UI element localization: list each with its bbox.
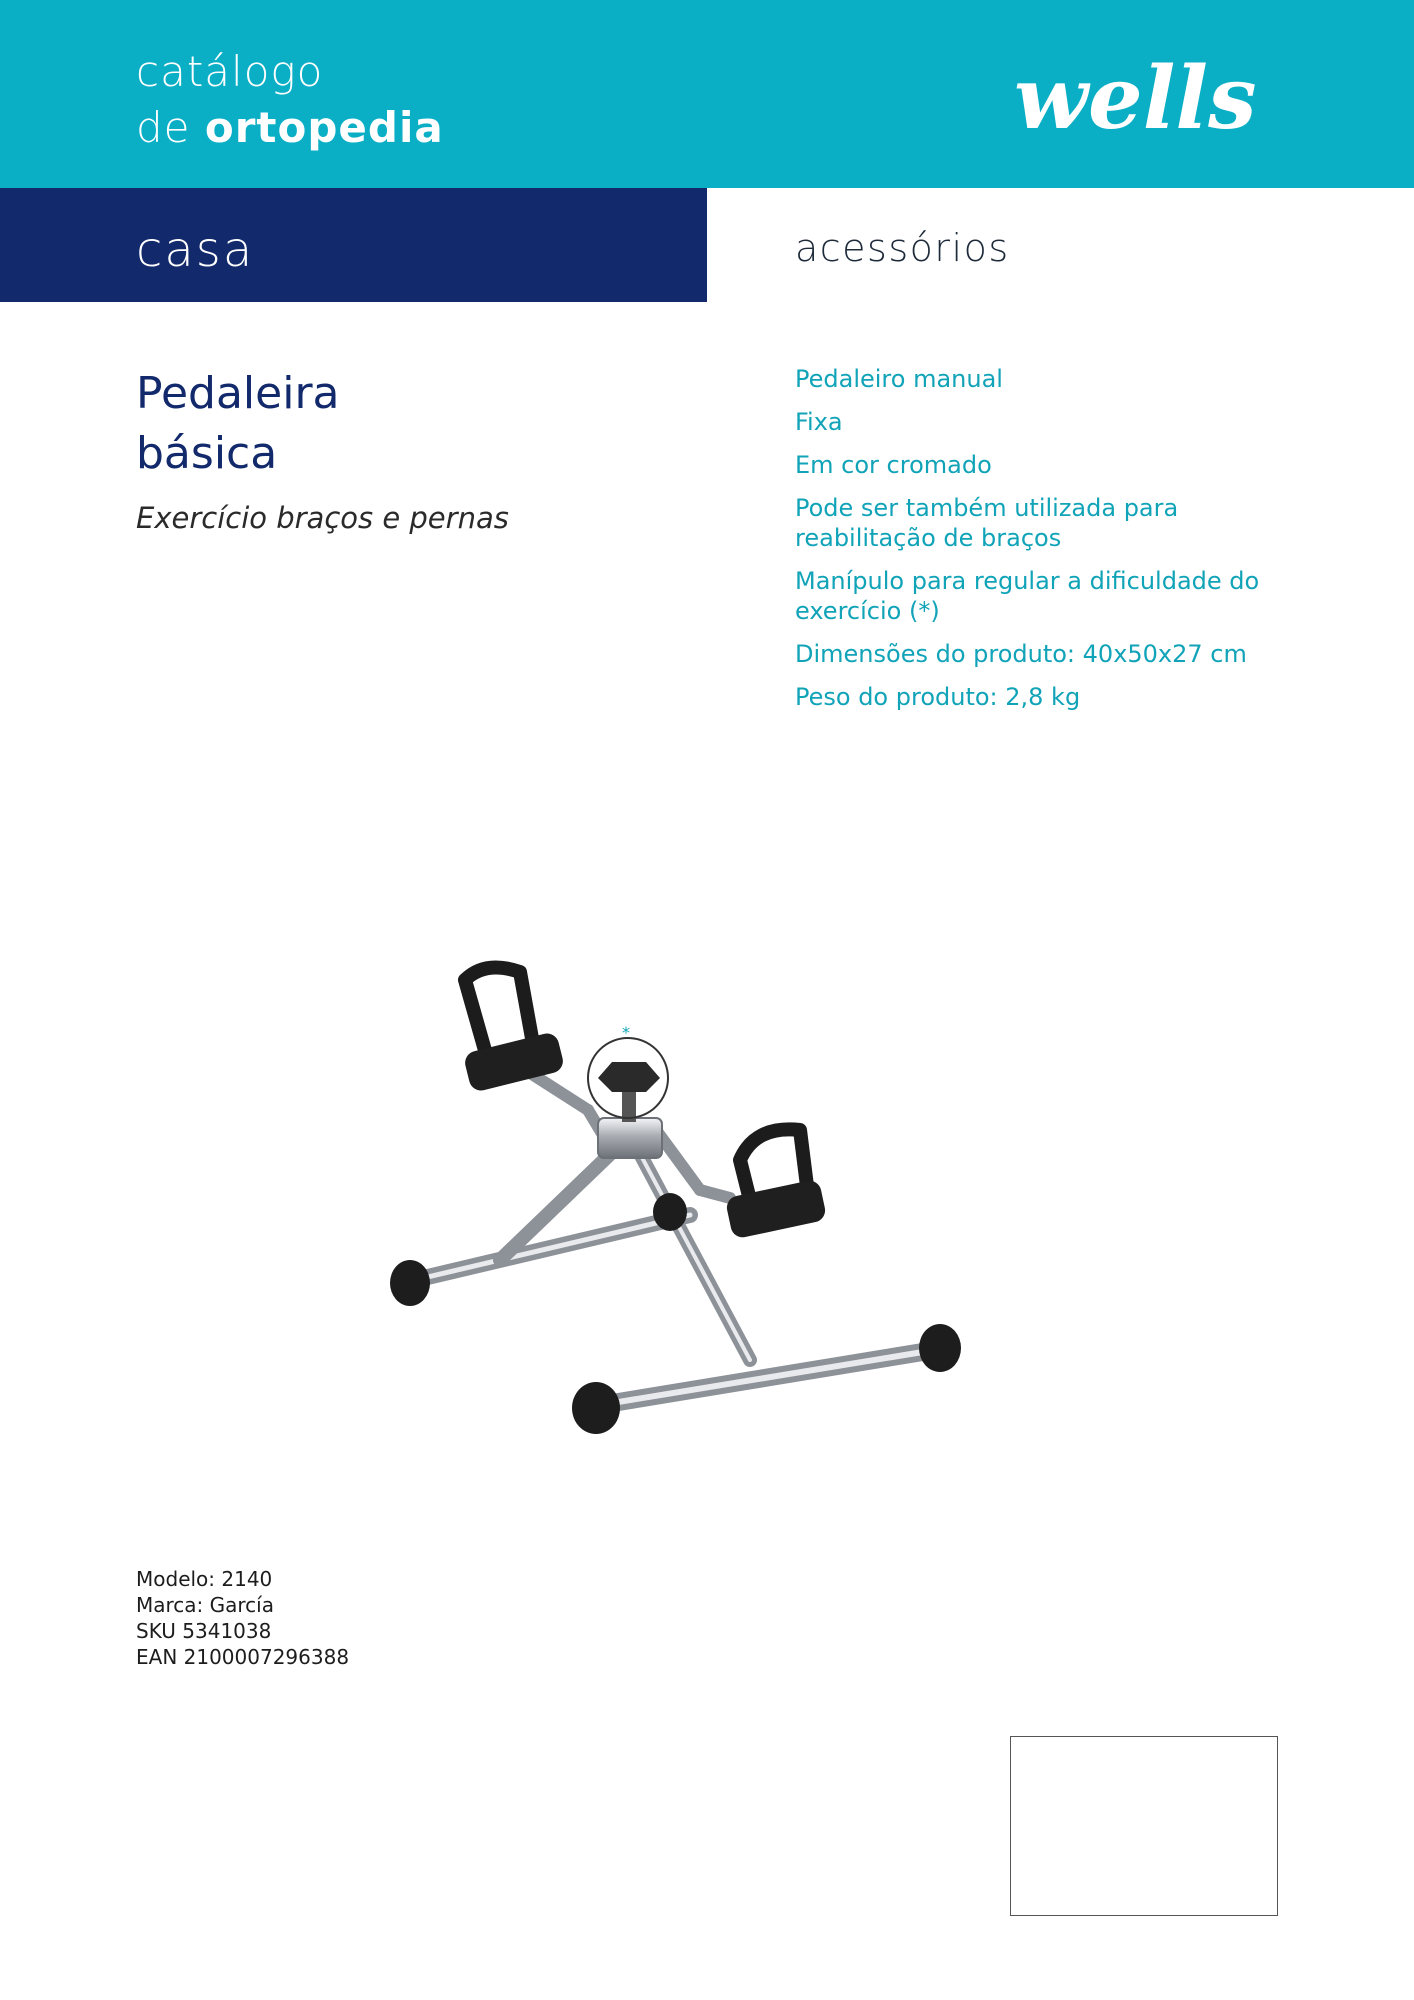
section-label: casa bbox=[136, 222, 255, 278]
feature-list bbox=[795, 364, 1315, 725]
catalog-title-bold: ortopedia bbox=[204, 103, 444, 152]
stamp-box bbox=[1010, 1736, 1278, 1916]
knob-marker: * bbox=[622, 1023, 630, 1042]
wells-logo bbox=[1010, 50, 1280, 150]
wells-logo-text: wells bbox=[1014, 50, 1257, 149]
catalog-title-light: de bbox=[136, 103, 191, 152]
feature-item: Pedaleiro manual bbox=[795, 365, 1003, 393]
frame-icon bbox=[415, 1060, 935, 1405]
spec-sku: SKU 5341038 bbox=[136, 1619, 272, 1643]
feature-item: Peso do produto: 2,8 kg bbox=[795, 683, 1081, 711]
product-title bbox=[136, 364, 656, 484]
feature-item: Manípulo para regular a dificuldade do exercício (*) bbox=[795, 567, 1260, 625]
feature-item: Fixa bbox=[795, 408, 843, 436]
spec-ean: EAN 2100007296388 bbox=[136, 1645, 350, 1669]
product-title-line1: Pedaleira bbox=[136, 368, 340, 419]
spec-brand: Marca: García bbox=[136, 1593, 274, 1617]
pedal-exerciser-image bbox=[370, 950, 1050, 1510]
feature-item: Pode ser também utilizada para reabilitação de braços bbox=[795, 494, 1179, 552]
catalog-title bbox=[136, 44, 444, 156]
product-specs bbox=[136, 1566, 349, 1670]
right-pedal-icon bbox=[725, 1129, 828, 1239]
product-title-line2: básica bbox=[136, 428, 278, 479]
feature-item: Em cor cromado bbox=[795, 451, 992, 479]
feature-item: Dimensões do produto: 40x50x27 cm bbox=[795, 640, 1247, 668]
left-pedal-icon bbox=[463, 968, 566, 1094]
spec-model: Modelo: 2140 bbox=[136, 1567, 273, 1591]
catalog-title-line2 bbox=[136, 100, 444, 156]
catalog-title-line1: catálogo bbox=[136, 47, 324, 96]
product-subtitle: Exercício braços e pernas bbox=[136, 501, 509, 535]
section-bar bbox=[0, 188, 707, 302]
category-label: acessórios bbox=[795, 226, 1010, 270]
